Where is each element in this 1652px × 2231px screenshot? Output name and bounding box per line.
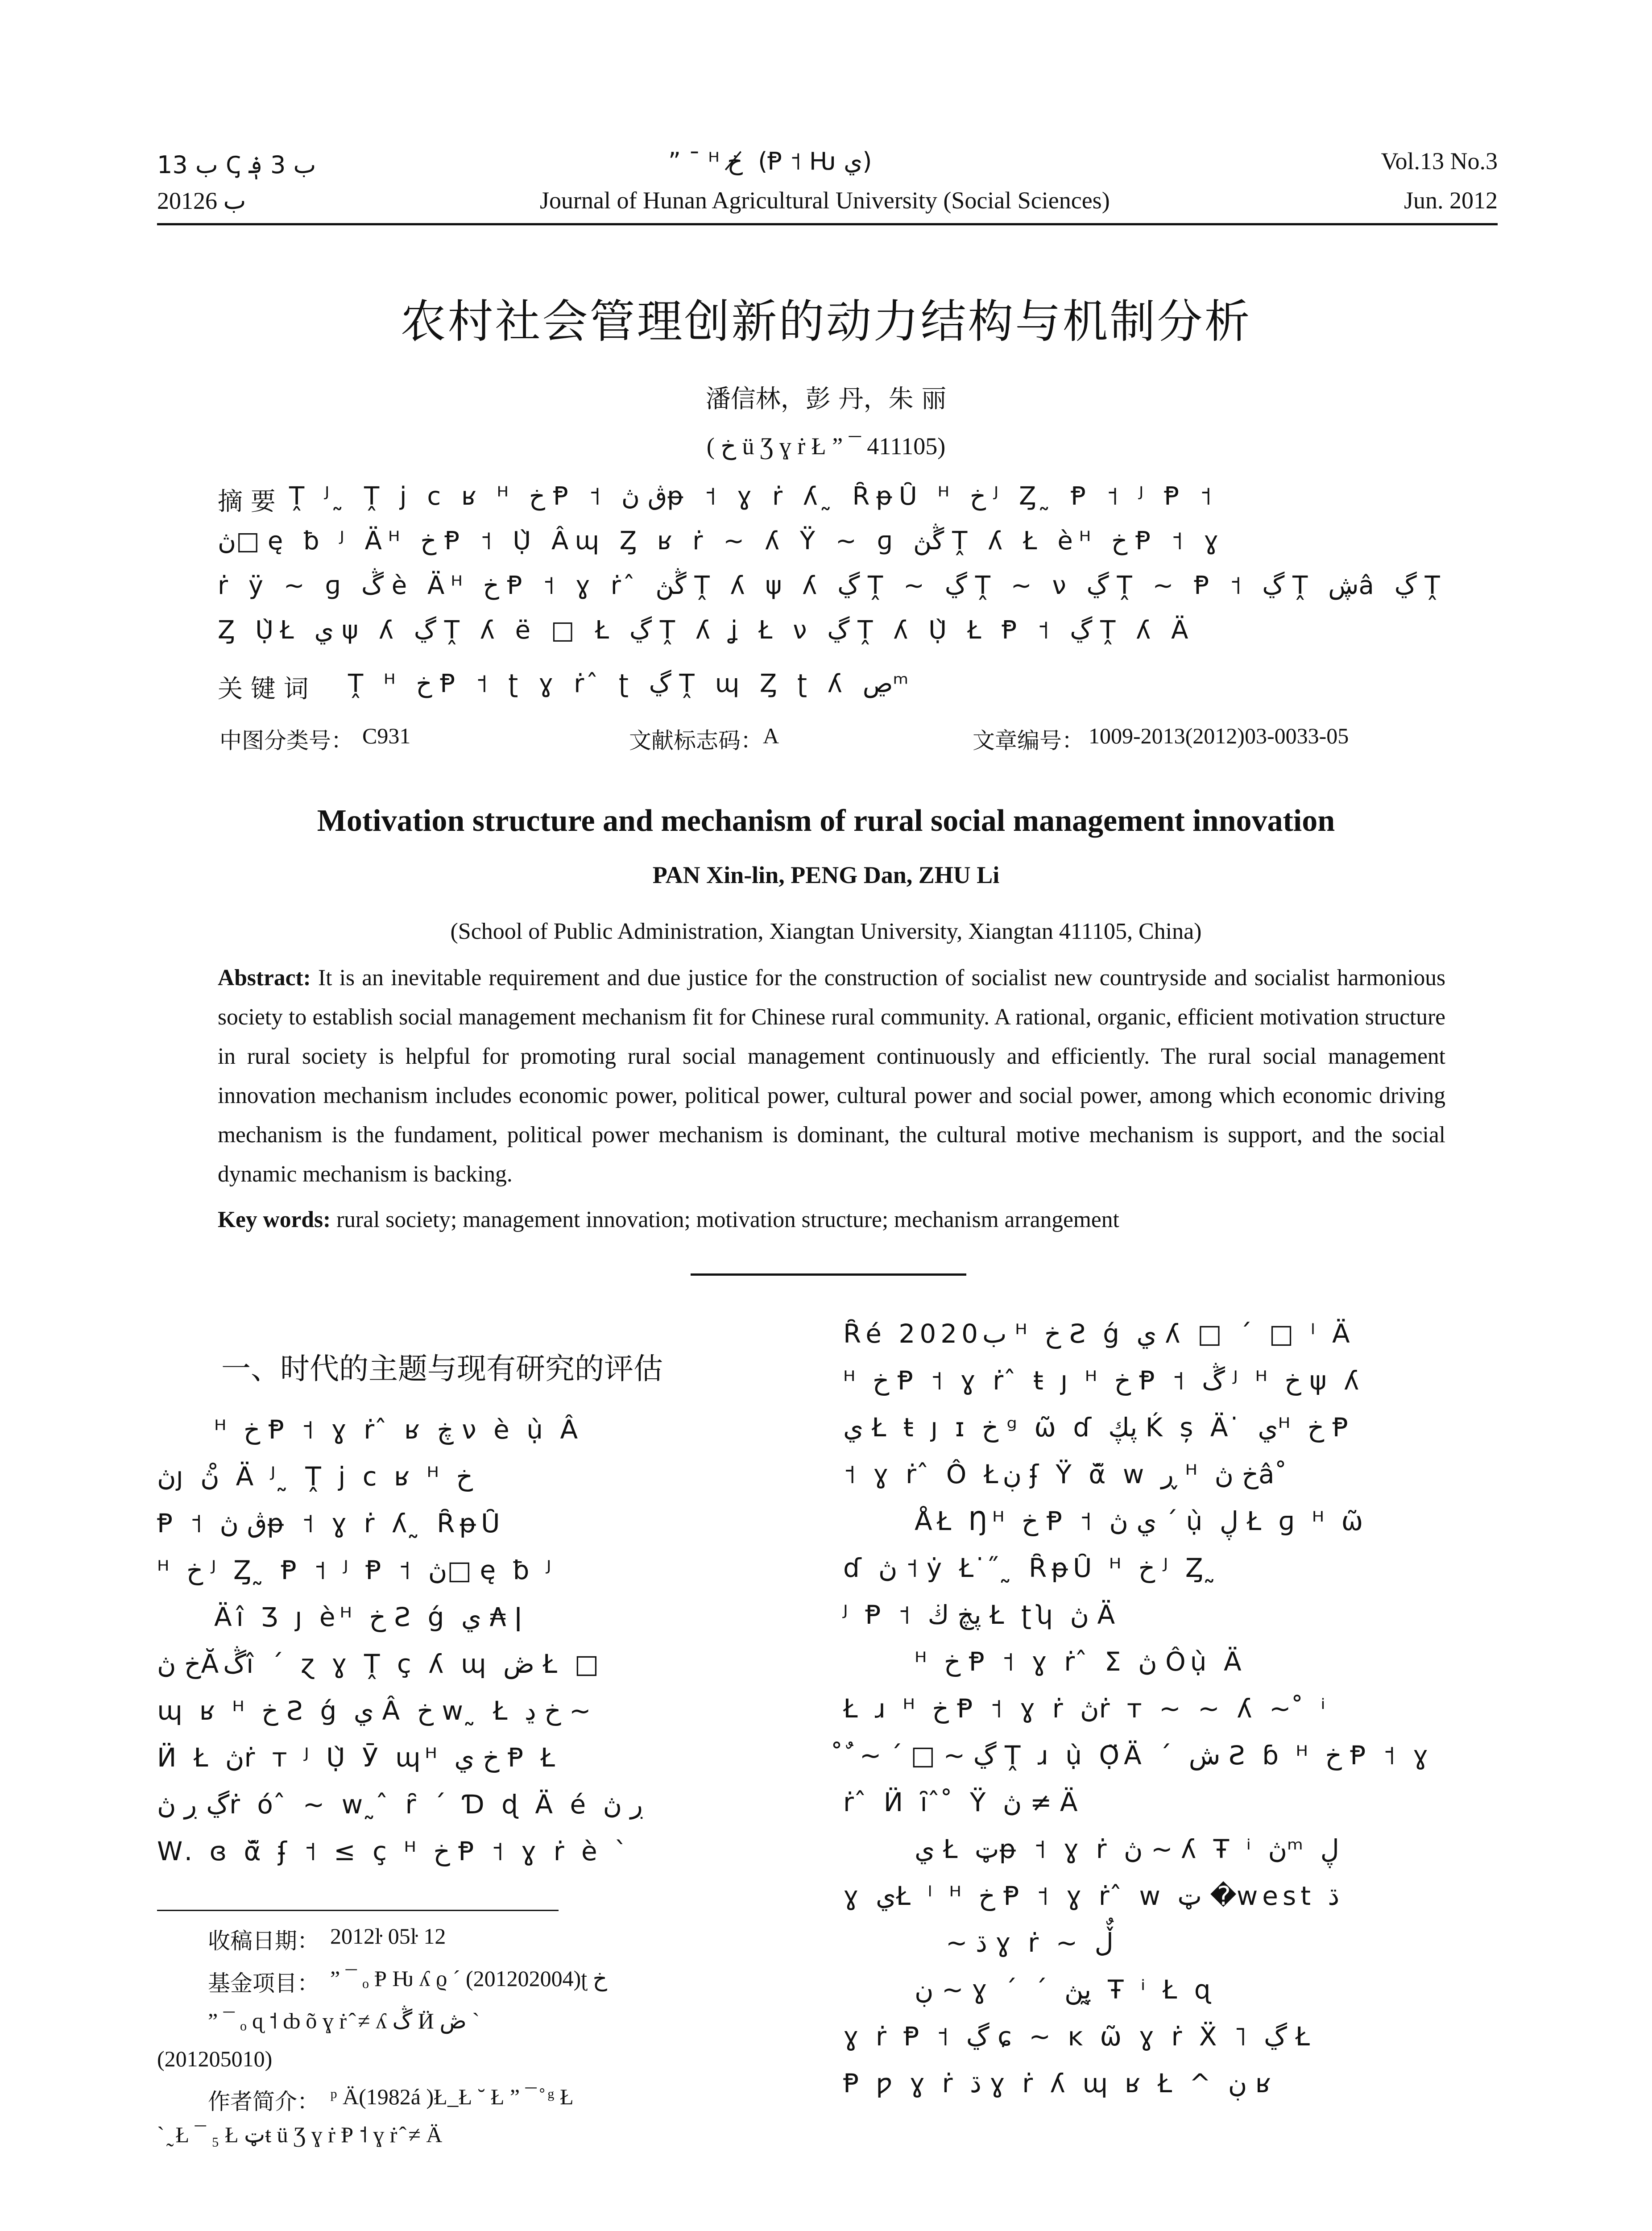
article-no-label: 文章编号：	[973, 728, 1084, 754]
body-right-line: ɣ يŁ ˡ ᴴ خ Ᵽ ˦ ɣ ṙ ̂ w ټ �west ڌ	[843, 1881, 1340, 1911]
body-right-line: ̊ ٌ ~ ˊ □ ~ ڲ Ṱ ɹ ụ̀ Ọ̈Ä ˊ ش Ƨ ɓ ᴴ خ Ᵽ ˦ ɣ	[843, 1740, 1433, 1771]
author-bio-label: 作者简介：	[208, 2089, 319, 2115]
clc-value: C931	[362, 723, 411, 748]
body-left-line: Ᵽ ˦ ڨ ڽᵽ ˦ ɣ ṙ ʎ ̰ ȒᵽȖ	[157, 1508, 505, 1538]
abstract-en	[218, 958, 1445, 1194]
body-right-line: ᴴ خ Ᵽ ˦ ɣ ṙ ̂ ŧ ȷ ᴴ خ Ᵽ ˦ ڴ ᴶ ᴴ خ ψ ʎ	[843, 1365, 1364, 1396]
body-left-line: Äî Ʒ ȷ èᴴ خ Ƨ ǵ ي ₳ ǀ	[214, 1602, 527, 1632]
header-issue-cn: ب 13 ‌Ꞔ ب 3 ؋	[157, 151, 316, 179]
author-bio-line: ˋ ̰ Ł ¯ ₅ Ł ټŧ ü Ʒ ɣ ṙ Ᵽ ˦ ɣ ṙ ̂ ≠ Ä	[157, 2122, 443, 2147]
header-journal-en: Journal of Hunan Agricultural University (Social Sciences)	[540, 187, 1110, 214]
body-right-line: Ȓé 2020ب ᴴ خ Ƨ ǵ ي ʎ □ ˊ □ ˡ Ä	[843, 1319, 1354, 1349]
body-right-line: ᴶ Ᵽ ˦ ڽڿ ڬ Ł ʈʮ ڽ Ä	[843, 1600, 1120, 1630]
received-label: 收稿日期：	[208, 1928, 319, 1954]
body-right-line: Ᵽ ƿ ɣ ṙ ڌ ɣ ṙ ʎ ɰ ʁ Ł ^ ڹ ʁ	[843, 2068, 1275, 2098]
header-date: Jun. 2012	[1404, 187, 1498, 214]
footnote-rule	[157, 1910, 559, 1911]
body-right-line: ɗ ڽ ˦ ẏ Ł ̇ ̋ ̰ ȒᵽȖ ᴴ خ ᴶ Ȥ ̰	[843, 1553, 1221, 1583]
body-left-line: ڽȷ ڽ ̊ Ä ᴶ ̰ Ṱ ϳ c ʁ ᴴ خ	[157, 1461, 473, 1492]
keywords-cn-label: 关 键 词	[218, 675, 309, 704]
header-year-cn: 2012ب 6	[157, 187, 246, 214]
body-right-line: ÅŁ Ŋᴴ خ Ᵽ ˦ ي ڽ ˊ ụ̀ ڸ Ł ɡ ᴴ ω̃	[915, 1506, 1368, 1536]
fund-line: ” ¯ ₒ ɋ ˦ ȸ õ ɣ ṙ ̂ ≠ ʎ ڴ Ӥ ڞ ˋ	[208, 2008, 480, 2033]
body-right-line: ᴴ خ Ᵽ ˦ ɣ ṙ ̂ Σ ڽ Ôụ̀ Ä	[915, 1646, 1246, 1677]
body-left-line: Ӥ Ł ڽṙ ᴛ ᴶ Ụ̀ Ӯ ɰᴴ خ ي Ᵽ Ł	[157, 1742, 559, 1773]
body-right-line: ˦ ɣ ṙ ̂ Ô Łڹ ʄ Ÿ ᾰ̃ w ڕ ᴴ خ ڽâ ̊	[843, 1459, 1292, 1489]
body-right-line: ṙ ̂ Ӥ ȋ ̂ ̊ Ÿ ڽ ≠ Ä	[843, 1787, 1082, 1817]
header-volume: Vol.13 No.3	[1381, 148, 1498, 174]
article-no-value: 1009-2013(2012)03-0033-05	[1089, 723, 1349, 748]
affiliation-en: (School of Public Administration, Xiangtan University, Xiangtan 411105, China)	[450, 919, 1202, 944]
affiliation-cn: ( خ ü Ʒ ɣ ṙ Ł ” ¯ 411105)	[706, 433, 946, 460]
abstract-cn-line: Ṱ ᴶ ̰ Ṱ ϳ c ʁ ᴴ خ Ᵽ ˦ ڨ ڽᵽ ˦ ɣ ṙ ʎ ̰ ȒᵽȖ ᴴ خ ᴶ Ȥ ̰ Ᵽ ˦ ᴶ Ᵽ ˦	[289, 482, 1218, 511]
abstract-cn-label: 摘 要	[218, 487, 276, 516]
body-right-line: ي Ł ټᵽ ˦ ɣ ṙ ڽ ~ ʎ Ŧ ⁱ ڽᵐ ڸ	[915, 1834, 1339, 1864]
section-heading: 一、时代的主题与现有研究的评估	[221, 1352, 663, 1386]
body-left-line: ڲ ڔ ڽṙ ó ̂ ~ w ̰ ̂ ȓ ˊ Ɗ ɖ Ä é ڔ ڽ	[157, 1789, 644, 1820]
body-right-line: ڹ ~ ɣ ˊ ˊ ڽڽ ̰ Ŧ ⁱ Ł ɋ	[915, 1974, 1215, 2005]
abstract-cn-line: ڽ□ ę ƀ ᴶ Äᴴ خ Ᵽ ˦ Ụ̀ Âɰ Ȥ ʁ ṙ ~ ʎ Ÿ ~ ɡ ڴڽ Ṱ ʎ Ł èᴴ خ Ᵽ ˦ ɣ	[218, 527, 1225, 556]
header-journal-cn: ” ¯ ᴴ خ ̸ (Ᵽ ˦ Ƕ ي)	[668, 147, 872, 175]
abstract-en-text: It is an inevitable requirement and due justice for the construction of socialist new countryside and socialist harmonious society to establish social management mechanism fit for Chinese rural community. A rational, organic, efficient motivation structure in rural society is helpful for promoting rural social management continuously and efficiently. The rural social management innovation mechanism includes economic power, political power, cultural power and social power, among which economic driving mechanism is the fundament, political power mechanism is dominant, the cultural motive mechanism is support, and the social dynamic mechanism is backing.	[218, 965, 1445, 1187]
keywords-en	[218, 1200, 1445, 1240]
keywords-cn-text: Ṱ ᴴ خ Ᵽ ˦ ʈ ɣ ṙ ̂ ʈ ڲ Ṱ ɰ Ȥ ʈ ʎ ڝᵐ	[348, 669, 915, 698]
paper-title-en: Motivation structure and mechanism of rural social management innovation	[317, 804, 1335, 838]
fund-line: (201205010)	[157, 2046, 273, 2071]
abstract-cn-line: Ȥ Ụ̀Ł ي ψ ʎ ڲ Ṱ ʎ ë □ Ł ڲ Ṱ ʎ ʝ Ł ν ڲ Ṱ ʎ Ụ̀ Ł Ᵽ ˦ ڲ Ṱ ʎ Ä	[218, 616, 1195, 645]
body-right-line: ɣ ṙ Ᵽ ˦ ڲ ɕ ~ ĸ ω̃ ɣ ṙ Ẍ ˥ ڲ Ł	[843, 2021, 1314, 2052]
fund-line: ” ¯ ₒ Ᵽ Ƕ ʎ ϱ ˊ (201202004)ʈ خ	[330, 1966, 607, 1991]
body-right-line: Ł ɹ ᴴ خ Ᵽ ˦ ɣ ṙ ڽṙ ᴛ ~ ~ ʎ ~ ̊ ⁱ	[843, 1693, 1330, 1724]
section-divider	[691, 1273, 966, 1276]
body-left-line: خ ڽĂڴî ˊ ɀ ɣ Ṱ ç ʎ ɰ ڞ Ł □	[157, 1649, 604, 1679]
received-value: 2012ŀ 05ŀ 12	[330, 1924, 446, 1949]
keywords-en-label: Key words:	[218, 1207, 331, 1232]
body-left-line: ᴴ خ ᴶ Ȥ ̰ Ᵽ ˦ ᴶ Ᵽ ˦ ڽ□ ę ƀ ᴶ	[157, 1555, 556, 1585]
paper-title-cn: 农村社会管理创新的动力结构与机制分析	[400, 295, 1252, 348]
doc-code-value: A	[763, 723, 779, 748]
body-right-line: ~ ڌ ɣ ṙ ~ ڵٌ	[946, 1928, 1114, 1958]
body-left-line: ᴴ خ Ᵽ ˦ ɣ ṙ ̂ ʁ ڿ ν è ụ̀ Â	[214, 1414, 583, 1445]
clc-label: 中图分类号：	[219, 728, 353, 754]
body-left-line: W. ɞ ᾰ̃ ʄ ˦ ≤ ç ᴴ خ Ᵽ ˦ ɣ ṙ è ˋ	[157, 1836, 632, 1866]
keywords-en-text: rural society; management innovation; motivation structure; mechanism arrangement	[336, 1207, 1119, 1232]
fund-label: 基金项目：	[208, 1970, 319, 1996]
body-left-line: ɰ ʁ ᴴ خ Ƨ ǵ ي Â خ w ̰ Ł خ ڍ ~	[157, 1696, 591, 1726]
doc-code-label: 文献标志码：	[629, 728, 763, 754]
authors-en: PAN Xin-lin, PENG Dan, ZHU Li	[652, 862, 1000, 888]
author-bio-line: ᵖ Ӓ(1982á )Ł ̲ Ł ˘ Ł ” ¯ ̊ ᵍ Ł	[330, 2084, 574, 2109]
authors-cn: 潘信林，彭 丹，朱 丽	[705, 385, 947, 414]
abstract-en-label: Abstract:	[218, 965, 311, 991]
abstract-cn-line: ṙ ÿ ~ ɡ ڴ è Äᴴ خ Ᵽ ˦ ɣ ṙ ̂ ڴڽ Ṱ ʎ ψ ʎ ڲ Ṱ ~ ڲ Ṱ ~ ν ڲ Ṱ ~ Ᵽ ˦ ڲ Ṱ ڜâ ڲ Ṱ	[218, 571, 1446, 600]
body-right-line: ي Ł ŧ ȷ ɪ خ ᵍ ω̃ ɗ ڽڮ Ḱ ș Ä ̇ يᴴ خ Ᵽ	[843, 1412, 1353, 1443]
header-rule	[157, 223, 1498, 225]
